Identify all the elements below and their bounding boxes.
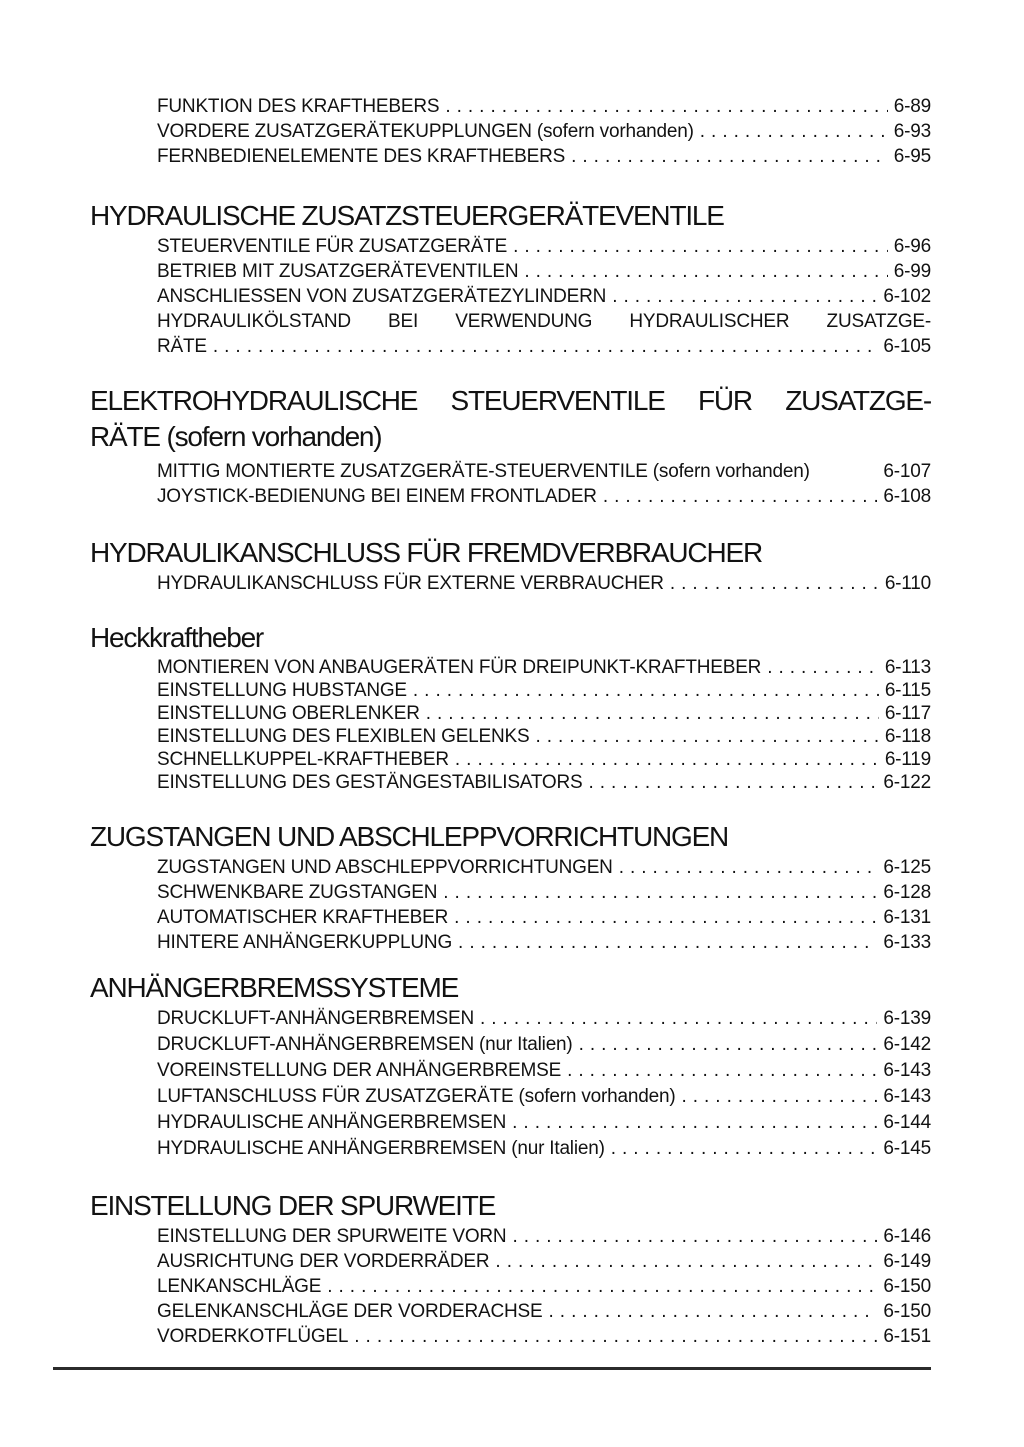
- page-number: 6-139: [883, 1008, 931, 1029]
- dot-leader: [507, 234, 888, 259]
- page-number: 6-99: [893, 261, 931, 282]
- toc-entry: [157, 1058, 931, 1084]
- section-heading: ANHÄNGERBREMSSYSTEME: [90, 972, 459, 1003]
- toc-entry: [157, 1136, 931, 1162]
- page-number: 6-117: [884, 703, 931, 724]
- page-number: 6-133: [883, 932, 931, 953]
- toc-entry-title: HYDRAULISCHE ANHÄNGERBREMSEN: [157, 1112, 507, 1133]
- page-number: 6-145: [883, 1138, 931, 1159]
- toc-entry: [157, 1249, 931, 1274]
- toc-entry-title: VOREINSTELLUNG DER ANHÄNGERBREMSE: [157, 1060, 562, 1081]
- toc-entry-title: EINSTELLUNG HUBSTANGE: [157, 680, 407, 701]
- toc-entry-wrap-line: HYDRAULIKÖLSTAND BEI VERWENDUNG HYDRAULISCHER ZUSATZGE-: [157, 311, 931, 332]
- toc-item-list: [90, 656, 931, 794]
- toc-section: [90, 383, 931, 509]
- toc-entry: [157, 1324, 931, 1349]
- toc-entry: [157, 771, 931, 794]
- page-number: 6-150: [883, 1276, 931, 1297]
- toc-section: [90, 94, 931, 169]
- page-number: 6-95: [893, 146, 931, 167]
- toc-entry: [157, 571, 931, 596]
- page-number: 6-131: [883, 907, 931, 928]
- toc-entry: [157, 702, 931, 725]
- toc-entry-title: EINSTELLUNG OBERLENKER: [157, 703, 420, 724]
- toc-entry-title: LENKANSCHLÄGE: [157, 1276, 322, 1297]
- dot-leader: [583, 771, 878, 794]
- toc-entry: [157, 234, 931, 259]
- toc-section: [90, 1188, 931, 1349]
- section-heading: Heckkraftheber: [90, 622, 264, 653]
- section-heading: RÄTE (sofern vorhanden): [90, 421, 382, 452]
- page-number: 6-89: [893, 96, 931, 117]
- footer-rule: [53, 1367, 931, 1370]
- toc-section: [90, 819, 931, 955]
- dot-leader: [561, 1058, 877, 1084]
- page-number: 6-122: [883, 772, 931, 793]
- toc-item-list: [90, 459, 931, 509]
- page-number: 6-110: [884, 573, 931, 594]
- page-number: 6-107: [883, 461, 931, 482]
- toc-entry: [157, 855, 931, 880]
- page-number: 6-119: [884, 749, 931, 770]
- toc-entry: [157, 679, 931, 702]
- toc-item-list: [90, 234, 931, 359]
- toc-entry-title: SCHNELLKUPPEL-KRAFTHEBER: [157, 749, 449, 770]
- toc-entry: [157, 1274, 931, 1299]
- dot-leader: [529, 725, 878, 748]
- toc-entry-title: BETRIEB MIT ZUSATZGERÄTEVENTILEN: [157, 261, 519, 282]
- toc-item-list: [90, 94, 931, 169]
- page-number: 6-96: [893, 236, 931, 257]
- toc-section: [90, 198, 931, 359]
- toc-entry-title: VORDERE ZUSATZGERÄTEKUPPLUNGEN (sofern vorhanden): [157, 121, 694, 142]
- page-number: 6-144: [883, 1112, 931, 1133]
- dot-leader: [439, 94, 887, 119]
- dot-leader: [518, 259, 887, 284]
- dot-leader: [597, 484, 878, 509]
- toc-entry-title: AUSRICHTUNG DER VORDERRÄDER: [157, 1251, 490, 1272]
- toc-entry: [157, 284, 931, 309]
- page-number: 6-108: [883, 486, 931, 507]
- dot-leader: [474, 1006, 877, 1032]
- toc-entry-title: HINTERE ANHÄNGERKUPPLUNG: [157, 932, 453, 953]
- toc-entry: [157, 144, 931, 169]
- dot-leader: [506, 1110, 877, 1136]
- toc-entry: [157, 930, 931, 955]
- toc-item-list: [90, 855, 931, 955]
- toc-entry-title: HYDRAULIKANSCHLUSS FÜR EXTERNE VERBRAUCHER: [157, 573, 664, 594]
- page-number: 6-93: [893, 121, 931, 142]
- section-heading: EINSTELLUNG DER SPURWEITE: [90, 1190, 496, 1221]
- toc-entry: [157, 334, 931, 359]
- dot-leader: [489, 1249, 877, 1274]
- toc-entry-title: ANSCHLIESSEN VON ZUSATZGERÄTEZYLINDERN: [157, 286, 607, 307]
- toc-entry: [157, 1224, 931, 1249]
- toc-section: [90, 535, 931, 596]
- toc-entry: [157, 1006, 931, 1032]
- page-number: 6-146: [883, 1226, 931, 1247]
- toc-entry-title: FERNBEDIENELEMENTE DES KRAFTHEBERS: [157, 146, 566, 167]
- dot-leader: [613, 855, 878, 880]
- toc-entry: [157, 725, 931, 748]
- dot-leader: [543, 1299, 878, 1324]
- dot-leader: [675, 1084, 877, 1110]
- page-number: 6-151: [883, 1326, 931, 1347]
- section-heading: ZUGSTANGEN UND ABSCHLEPPVORRICHTUNGEN: [90, 821, 729, 852]
- toc-entry: [157, 1084, 931, 1110]
- page-number: 6-113: [884, 657, 931, 678]
- toc-entry-title: EINSTELLUNG DES GESTÄNGESTABILISATORS: [157, 772, 583, 793]
- toc-entry: [157, 1032, 931, 1058]
- toc-entry: [157, 656, 931, 679]
- toc-entry: [157, 1299, 931, 1324]
- toc-item-list: [90, 1006, 931, 1162]
- toc-entry-title: SCHWENKBARE ZUGSTANGEN: [157, 882, 438, 903]
- dot-leader: [448, 905, 877, 930]
- dot-leader: [449, 748, 879, 771]
- toc-entry-title: HYDRAULISCHE ANHÄNGERBREMSEN (nur Italien): [157, 1138, 605, 1159]
- section-heading: ELEKTROHYDRAULISCHE STEUERVENTILE FÜR ZUSATZGE-: [90, 385, 931, 416]
- toc-entry-title: AUTOMATISCHER KRAFTHEBER: [157, 907, 449, 928]
- toc-entry-title: EINSTELLUNG DES FLEXIBLEN GELENKS: [157, 726, 530, 747]
- toc-entry: [157, 484, 931, 509]
- page-number: 6-115: [884, 680, 931, 701]
- page-number: 6-102: [883, 286, 931, 307]
- toc-entry-title: EINSTELLUNG DER SPURWEITE VORN: [157, 1226, 507, 1247]
- section-heading: HYDRAULISCHE ZUSATZSTEUERGERÄTEVENTILE: [90, 200, 724, 231]
- toc-section: [90, 620, 931, 794]
- dot-leader: [348, 1324, 877, 1349]
- toc-entry-title: MONTIEREN VON ANBAUGERÄTEN FÜR DREIPUNKT-KRAFTHEBER: [157, 657, 762, 678]
- toc-entry: [157, 748, 931, 771]
- dot-leader: [207, 334, 878, 359]
- dot-leader: [420, 702, 879, 725]
- dot-leader: [761, 656, 879, 679]
- toc-section: [90, 970, 931, 1162]
- page-number: 6-105: [883, 336, 931, 357]
- dot-leader: [565, 144, 888, 169]
- page-number: 6-143: [883, 1060, 931, 1081]
- toc-entry: [157, 459, 931, 484]
- toc-entry-title: DRUCKLUFT-ANHÄNGERBREMSEN (nur Italien): [157, 1034, 573, 1055]
- dot-leader: [506, 1224, 877, 1249]
- page-number: 6-125: [883, 857, 931, 878]
- dot-leader: [606, 284, 877, 309]
- toc-entry: [157, 905, 931, 930]
- page-number: 6-149: [883, 1251, 931, 1272]
- toc-entry-title: FUNKTION DES KRAFTHEBERS: [157, 96, 440, 117]
- dot-leader: [664, 571, 879, 596]
- dot-leader: [694, 119, 888, 144]
- toc-entry-title: JOYSTICK-BEDIENUNG BEI EINEM FRONTLADER: [157, 486, 597, 507]
- toc-entry-title: LUFTANSCHLUSS FÜR ZUSATZGERÄTE (sofern vorhanden): [157, 1086, 676, 1107]
- toc-entry: [157, 94, 931, 119]
- toc-item-list: [90, 1224, 931, 1349]
- toc-entry: [157, 259, 931, 284]
- toc-entry-title: STEUERVENTILE FÜR ZUSATZGERÄTE: [157, 236, 508, 257]
- dot-leader: [573, 1032, 878, 1058]
- page-number: 6-143: [883, 1086, 931, 1107]
- dot-leader: [452, 930, 877, 955]
- dot-leader: [605, 1136, 878, 1162]
- dot-leader: [407, 679, 879, 702]
- page-number: 6-142: [883, 1034, 931, 1055]
- toc: [90, 94, 931, 1349]
- toc-entry-title: VORDERKOTFLÜGEL: [157, 1326, 349, 1347]
- page-number: 6-128: [883, 882, 931, 903]
- toc-entry: [157, 119, 931, 144]
- toc-entry-title: GELENKANSCHLÄGE DER VORDERACHSE: [157, 1301, 543, 1322]
- toc-entry-title: RÄTE: [157, 336, 207, 357]
- section-heading: HYDRAULIKANSCHLUSS FÜR FREMDVERBRAUCHER: [90, 537, 762, 568]
- toc-entry: [157, 880, 931, 905]
- toc-entry-title: DRUCKLUFT-ANHÄNGERBREMSEN: [157, 1008, 474, 1029]
- page-number: 6-118: [884, 726, 931, 747]
- toc-entry-title: MITTIG MONTIERTE ZUSATZGERÄTE-STEUERVENTILE (sofern vorhanden): [157, 461, 810, 482]
- page-number: 6-150: [883, 1301, 931, 1322]
- toc-entry: [157, 1110, 931, 1136]
- dot-leader: [437, 880, 877, 905]
- toc-entry-title: ZUGSTANGEN UND ABSCHLEPPVORRICHTUNGEN: [157, 857, 613, 878]
- dot-leader: [321, 1274, 877, 1299]
- toc-item-list: [90, 571, 931, 596]
